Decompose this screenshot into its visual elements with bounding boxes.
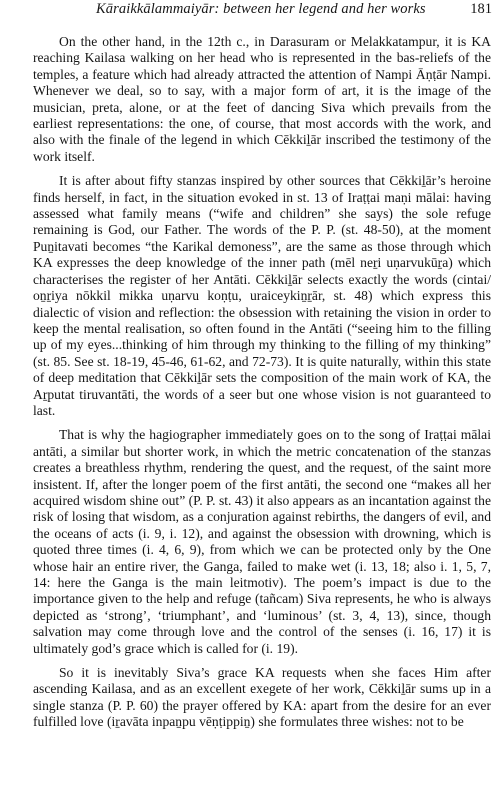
paragraph: So it is inevitably Siva’s grace KA requests when she faces Him after ascending Kailasa, and as an excellent exegete of her work, Cēkkiḻār sums up in a single stanza (P. P. 60) the prayer offered by KA: apart from the desire for an ever fulfilled love (iṟavāta inpaṉpu vēṇṭippiṉ) she formulates three wishes: not to be (33, 665, 491, 730)
page-number: 181 (470, 1, 492, 17)
running-title: Kāraikkālammaiyār: between her legend and her works (96, 1, 426, 17)
paragraph: That is why the hagiographer immediately goes on to the song of Iraṭṭai mālai antāti, a similar but shorter work, in which the metric concatenation of the stanzas creates a breathless rhythm, rendering the quest, and the request, of the saint more insistent. If, after the longer poem of the first antāti, the second one “makes all her acquired wisdom shine out” (P. P. st. 43) it also appears as an incantation against the risk of losing that wisdom, as a conjuration against rebirths, the dangers of evil, and the oceans of acts (i. 9, i. 12), and against the obsession with drowning, which is quoted three times (i. 4, 6, 9), from which we can be protected only by the One whose hair an entire river, the Ganga, failed to make wet (i. 13, 18; also i. 1, 5, 7, 14: here the Ganga is the main leitmotiv). The poem’s impact is due to the importance given to the help and refuge (tañcam) Siva represents, he who is always depicted as ‘strong’, ‘triumphant’, and ‘luminous’ (st. 3, 4, 13), since, though salvation may come through love and the control of the senses (i. 16, 17) it is ultimately god’s grace which is called for (i. 19). (33, 427, 491, 656)
body-text (33, 34, 491, 737)
paragraph: It is after about fifty stanzas inspired by other sources that Cēkkiḻār’s heroine finds herself, in fact, in the situation evoked in st. 13 of Iraṭṭai maṇi mālai: having assessed what family means (“wife and children” she says) the sole refuge remaining is God, our Father. The words of the P. P. (st. 48-50), at the moment Puṉitavati becomes “the Karikal demoness”, are the same as those through which KA expresses the deep knowledge of the inner path (mēl neṟi uṇarvukūṟa) which characterises the register of her Antāti. Cēkkiḻār selects exactly the words (cintai/ oṉṟiya nōkkil mikka uṇarvu koṇṭu, uraiceykiṉṟār, st. 48) which express this dialectic of vision and reflection: the obsession with retaining the vision in order to keep the mental realisation, so often found in the Antāti (“seeing him to the filling up of my eyes...thinking of him through my thinking to the filling of my thinking” (st. 85. See st. 18-19, 45-46, 61-62, and 72-73). It is quite naturally, within this state of deep meditation that Cēkkiḻār sets the composition of the main work of KA, the Aṟputat tiruvantāti, the words of a seer but one whose vision is not guaranteed to last. (33, 173, 491, 418)
paragraph: On the other hand, in the 12th c., in Darasuram or Melakkatampur, it is KA reaching Kailasa walking on her head who is represented in the bas-reliefs of the temples, a feature which had already attracted the attention of Nampi Āṇṭār Nampi. Whenever we deal, so to say, with a major form of art, it is the image of the musician, preta, alone, or at the feet of dancing Siva which prevails from the earliest representations: the one, of course, that most accords with the work, and also with the finale of the legend in which Cēkkiḻār inscribed the testimony of the work itself. (33, 34, 491, 164)
page-header (0, 0, 502, 24)
